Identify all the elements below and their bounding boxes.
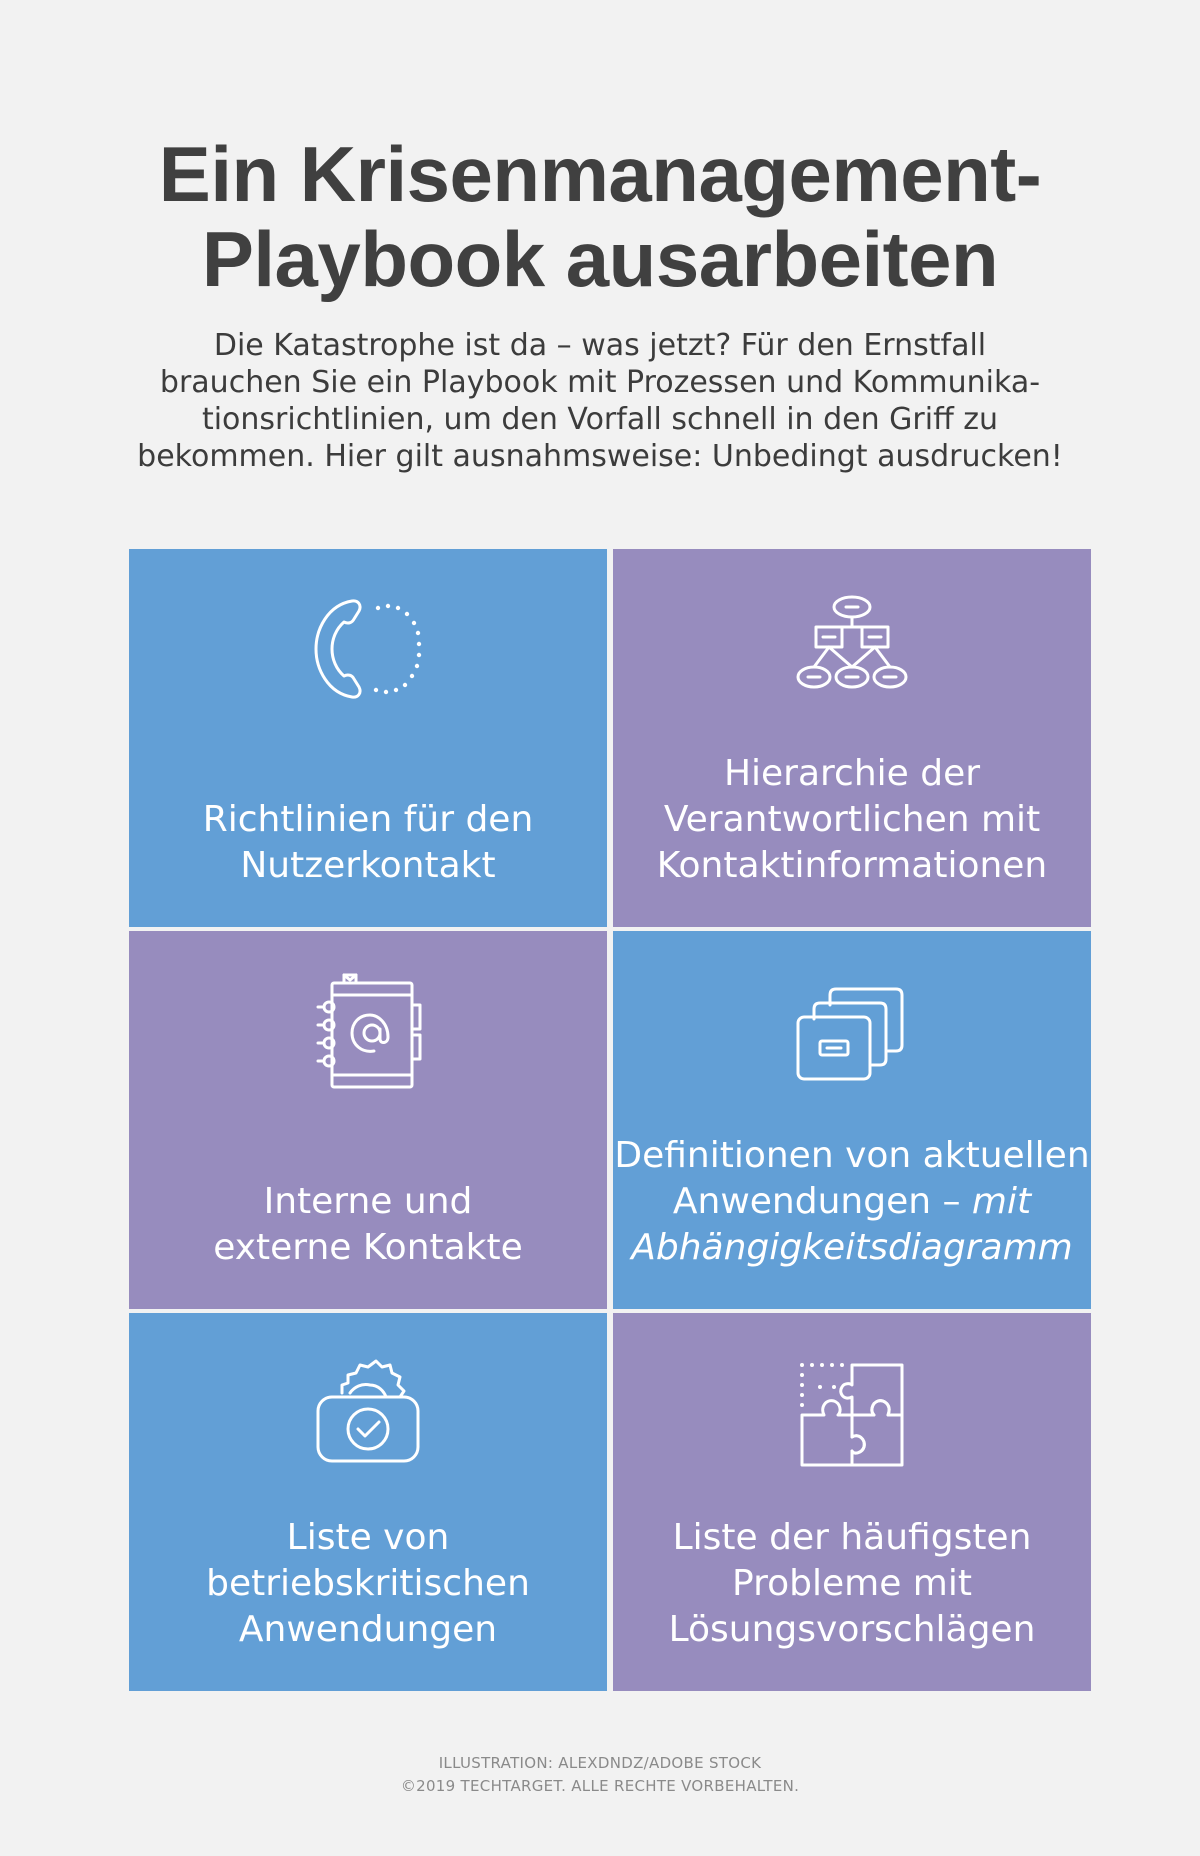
gear-check-icon bbox=[308, 1353, 428, 1473]
card-label-line: Verantwortlichen mit bbox=[663, 799, 1041, 840]
card-label-line: Probleme mit bbox=[732, 1563, 972, 1604]
card-label bbox=[613, 1515, 1091, 1653]
title-line-1: Ein Krisenmanagement- bbox=[158, 130, 1042, 218]
card-label bbox=[129, 1515, 607, 1653]
card-common-problems bbox=[613, 1313, 1091, 1691]
card-label-italic: mit bbox=[971, 1181, 1032, 1222]
credit-line-1: ILLUSTRATION: ALEXDNDZ/ADOBE STOCK bbox=[438, 1754, 762, 1772]
card-label bbox=[613, 1133, 1091, 1271]
stacked-windows-icon bbox=[792, 971, 912, 1091]
credit-line-2: ©2019 TECHTARGET. ALLE RECHTE VORBEHALTEN. bbox=[400, 1777, 800, 1795]
intro-line-3: tionsrichtlinien, um den Vorfall schnell in den Griff zu bbox=[201, 402, 999, 437]
card-label-line: Liste der häufigsten bbox=[672, 1517, 1032, 1558]
intro-line-4: bekommen. Hier gilt ausnahmsweise: Unbedingt ausdrucken! bbox=[137, 439, 1063, 474]
card-hierarchy bbox=[613, 549, 1091, 927]
card-label-line: Anwendungen bbox=[238, 1609, 498, 1650]
puzzle-icon bbox=[792, 1353, 912, 1473]
card-label bbox=[613, 751, 1091, 889]
card-label-line: Nutzerkontakt bbox=[240, 845, 496, 886]
intro-paragraph bbox=[90, 327, 1110, 475]
hierarchy-icon bbox=[792, 589, 912, 709]
card-label-line: Definitionen von aktuellen bbox=[614, 1135, 1090, 1176]
card-label bbox=[129, 1179, 607, 1271]
card-application-definitions bbox=[613, 931, 1091, 1309]
card-label bbox=[129, 797, 607, 889]
card-label-line: Interne und bbox=[263, 1181, 473, 1222]
playbook-grid bbox=[129, 549, 1091, 1691]
card-label-line: Liste von bbox=[286, 1517, 450, 1558]
page-title bbox=[0, 132, 1200, 302]
card-contacts bbox=[129, 931, 607, 1309]
intro-line-1: Die Katastrophe ist da – was jetzt? Für den Ernstfall bbox=[213, 328, 987, 363]
card-label-line: Lösungsvorschlägen bbox=[668, 1609, 1036, 1650]
intro-line-2: brauchen Sie ein Playbook mit Prozessen und Kommunika- bbox=[159, 365, 1041, 400]
card-critical-applications bbox=[129, 1313, 607, 1691]
card-label-line: Richtlinien für den bbox=[202, 799, 534, 840]
card-label-text: Anwendungen – bbox=[672, 1181, 972, 1222]
phone-icon bbox=[308, 589, 428, 709]
card-label-line: externe Kontakte bbox=[213, 1227, 523, 1268]
card-label-line: betriebskritischen bbox=[206, 1563, 530, 1604]
credit-footer bbox=[0, 1752, 1200, 1798]
title-line-2: Playbook ausarbeiten bbox=[201, 215, 999, 303]
address-book-icon bbox=[308, 971, 428, 1091]
card-label-line: Kontaktinformationen bbox=[656, 845, 1048, 886]
card-label-italic-line: Abhängigkeitsdiagramm bbox=[631, 1227, 1073, 1268]
card-user-contact bbox=[129, 549, 607, 927]
card-label-line bbox=[613, 1179, 1091, 1225]
card-label-line: Hierarchie der bbox=[723, 753, 981, 794]
